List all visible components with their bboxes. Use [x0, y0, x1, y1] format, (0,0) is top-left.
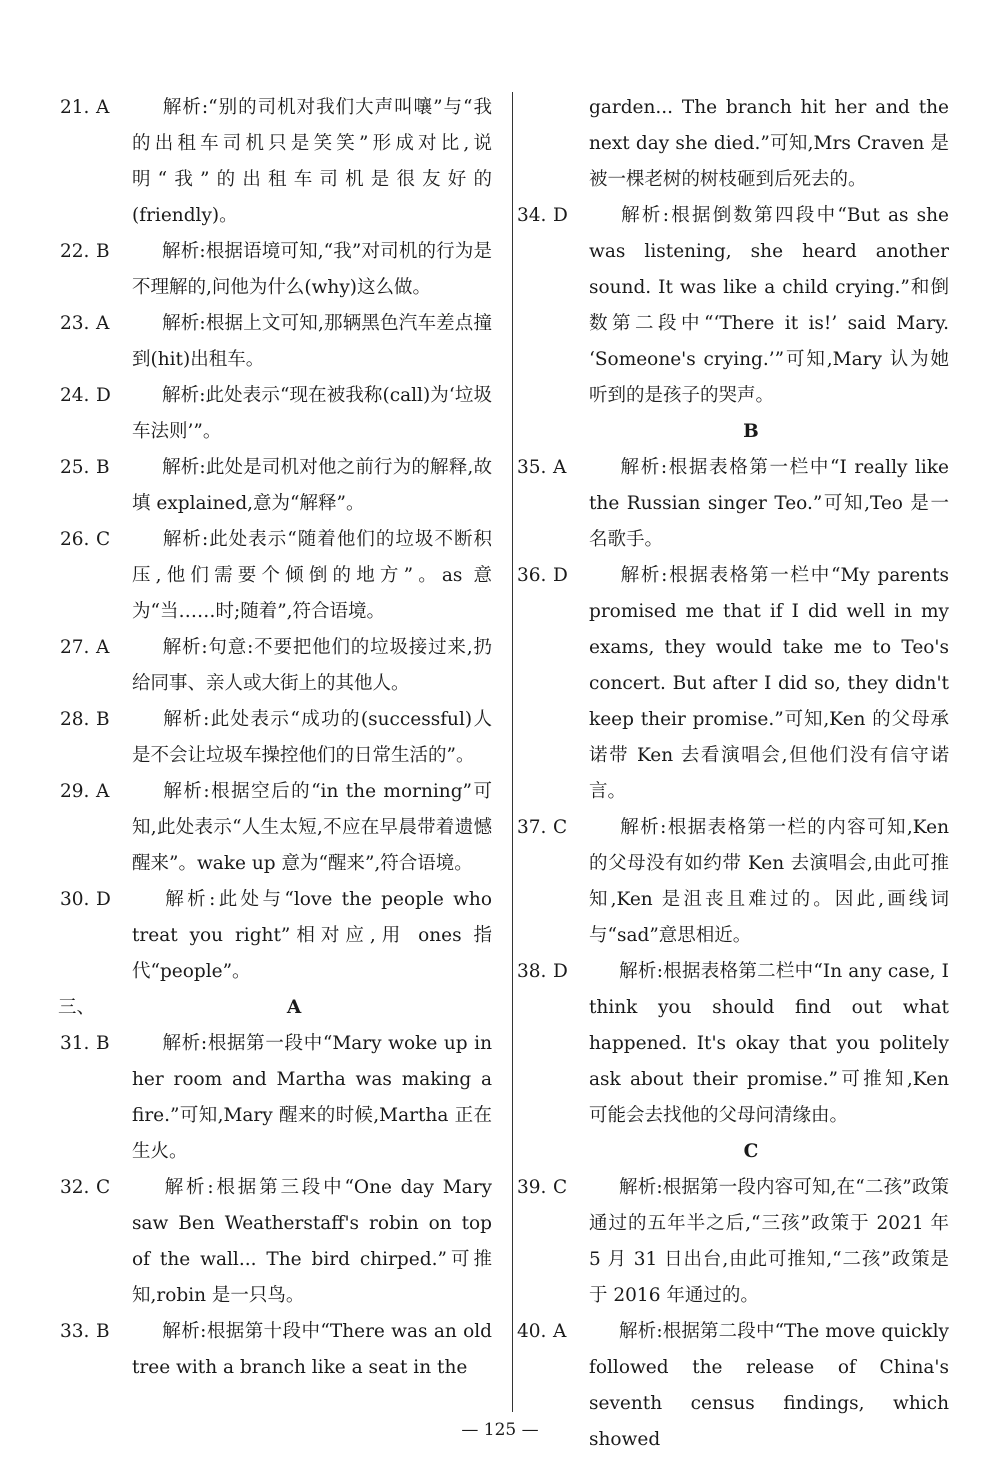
- answer-letter: D: [96, 385, 111, 406]
- answer-body: [60, 522, 492, 630]
- answer-letter: C: [553, 817, 568, 838]
- answer-explanation: 解析:根据语境可知,“我”对司机的行为是不理解的,问他为什么(why)这么做。: [132, 241, 492, 298]
- answer-letter: D: [553, 961, 568, 982]
- answer-explanation: 解析:根据第一段中“Mary woke up in her room and Martha was making a fire.”可知,Mary 醒来的时候,Martha 正在生火。: [132, 1033, 492, 1162]
- answer-item: [60, 630, 492, 702]
- question-number: 23.: [60, 313, 90, 334]
- answer-body: [60, 1170, 492, 1314]
- answer-letter: A: [96, 313, 110, 334]
- answer-body: [517, 810, 949, 954]
- question-number: 31.: [60, 1033, 90, 1054]
- question-number: 34.: [517, 205, 547, 226]
- answer-body: [60, 702, 492, 774]
- answer-letter: D: [553, 205, 568, 226]
- answer-item: [517, 450, 949, 558]
- answer-list: [517, 198, 949, 414]
- answer-letter: A: [96, 637, 110, 658]
- answer-letter: A: [553, 457, 567, 478]
- answer-item: [60, 378, 492, 450]
- question-number: 39.: [517, 1177, 547, 1198]
- answer-letter: B: [96, 1033, 110, 1054]
- answer-body: [517, 198, 949, 414]
- answer-explanation: 解析:此处表示“成功的(successful)人是不会让垃圾车操控他们的日常生活的”。: [132, 709, 492, 766]
- answer-letter: C: [553, 1177, 568, 1198]
- question-number: 28.: [60, 709, 90, 730]
- answer-item: [60, 234, 492, 306]
- answer-item: [60, 90, 492, 234]
- page-number: — 125 —: [461, 1420, 539, 1440]
- question-number: 29.: [60, 781, 90, 802]
- answer-body: [517, 450, 949, 558]
- answer-letter: D: [553, 565, 568, 586]
- answer-item: [517, 810, 949, 954]
- part-heading: [58, 990, 492, 1026]
- answer-letter: B: [96, 709, 110, 730]
- answer-explanation: 解析:根据表格第一栏中“My parents promised me that if I did well in my exams, they would take me to Teo's concert. But after I did so, they didn't keep their promise.”可知,Ken 的父母承诺带 Ken 去看演唱会,但他们没有信守诺言。: [589, 565, 949, 802]
- answer-explanation: 解析:此处与“love the people who treat you right”相对应,用 ones 指代“people”。: [132, 889, 492, 982]
- question-number: 25.: [60, 457, 90, 478]
- answer-item: [60, 450, 492, 522]
- answer-letter: A: [96, 781, 110, 802]
- question-number: 21.: [60, 97, 90, 118]
- question-number: 32.: [60, 1177, 90, 1198]
- answer-body: [60, 1026, 492, 1170]
- answer-letter: D: [96, 889, 111, 910]
- answer-item: [517, 558, 949, 810]
- answer-body: [517, 954, 949, 1134]
- answer-explanation: 解析:根据倒数第四段中“But as she was listening, she heard another sound. It was like a child crying.”和倒数第二段中“‘There it is!’ said Mary. ‘Someone's crying.’”可知,Mary 认为她听到的是孩子的哭声。: [589, 205, 949, 406]
- answer-explanation: 解析:根据表格第一栏中“I really like the Russian singer Teo.”可知,Teo 是一名歌手。: [589, 457, 949, 550]
- answer-explanation: 解析:根据表格第一栏的内容可知,Ken 的父母没有如约带 Ken 去演唱会,由此可推知,Ken 是沮丧且难过的。因此,画线词与“sad”意思相近。: [589, 817, 949, 946]
- right-column: [517, 90, 949, 1458]
- answer-body: [60, 234, 492, 306]
- answer-explanation: 解析:此处是司机对他之前行为的解释,故填 explained,意为“解释”。: [132, 457, 492, 514]
- answer-explanation: 解析:此处表示“随着他们的垃圾不断积压,他们需要个倾倒的地方”。as 意为“当……时;随着”,符合语境。: [132, 529, 492, 622]
- left-column: [58, 90, 492, 1386]
- answer-body: [60, 882, 492, 990]
- question-number: 38.: [517, 961, 547, 982]
- answer-item: [60, 1026, 492, 1170]
- answer-item: [60, 1314, 492, 1386]
- answer-body: [60, 774, 492, 882]
- question-number: 24.: [60, 385, 90, 406]
- answer-list: [517, 1170, 949, 1458]
- column-divider: [512, 92, 513, 1412]
- answer-explanation: 解析:此处表示“现在被我称(call)为‘垃圾车法则’”。: [132, 385, 492, 442]
- answer-explanation: 解析:根据上文可知,那辆黑色汽车差点撞到(hit)出租车。: [132, 313, 492, 370]
- answer-item: [60, 702, 492, 774]
- question-number: 37.: [517, 817, 547, 838]
- answer-item: [60, 522, 492, 630]
- section-heading-a: A: [286, 997, 302, 1018]
- answer-explanation: 解析:根据空后的“in the morning”可知,此处表示“人生太短,不应在早晨带着遗憾醒来”。wake up 意为“醒来”,符合语境。: [132, 781, 492, 874]
- answer-body: [60, 378, 492, 450]
- answer-list: [60, 90, 492, 990]
- answer-explanation: 解析:根据第十段中“There was an old tree with a branch like a seat in the: [132, 1321, 492, 1378]
- answer-explanation: 解析:根据表格第二栏中“In any case, I think you should find out what happened. It's okay that you politely ask about their promise.”可推知,Ken 可能会去找他的父母问清缘由。: [589, 961, 949, 1126]
- answer-body: [517, 1170, 949, 1314]
- question-number: 36.: [517, 565, 547, 586]
- answer-explanation: 解析:句意:不要把他们的垃圾接过来,扔给同事、亲人或大街上的其他人。: [132, 637, 492, 694]
- question-number: 33.: [60, 1321, 90, 1342]
- answer-letter: B: [96, 457, 110, 478]
- answer-body: [60, 306, 492, 378]
- continued-answer: [553, 90, 949, 198]
- answer-item: [60, 774, 492, 882]
- question-number: 35.: [517, 457, 547, 478]
- answer-text: garden... The branch hit her and the next day she died.”可知,Mrs Craven 是被一棵老树的树枝砸到后死去的。: [589, 97, 949, 190]
- answer-list: [517, 450, 949, 1134]
- answer-item: [60, 1170, 492, 1314]
- answer-letter: A: [553, 1321, 567, 1342]
- answer-letter: C: [96, 1177, 111, 1198]
- section-heading-b: B: [743, 421, 759, 442]
- answer-item: [517, 198, 949, 414]
- answer-list: [60, 1026, 492, 1386]
- question-number: 22.: [60, 241, 90, 262]
- answer-letter: C: [96, 529, 111, 550]
- answer-letter: B: [96, 1321, 110, 1342]
- question-number: 40.: [517, 1321, 547, 1342]
- answer-explanation: 解析:“别的司机对我们大声叫嚷”与“我的出租车司机只是笑笑”形成对比,说明“我”的出租车司机是很友好的(friendly)。: [132, 97, 492, 226]
- question-number: 27.: [60, 637, 90, 658]
- answer-body: [60, 630, 492, 702]
- answer-explanation: 解析:根据第三段中“One day Mary saw Ben Weatherstaff's robin on top of the wall... The bird chirped.”可推知,robin 是一只鸟。: [132, 1177, 492, 1306]
- answer-item: [517, 1170, 949, 1314]
- answer-body: [60, 90, 492, 234]
- answer-item: [60, 882, 492, 990]
- answer-body: [60, 450, 492, 522]
- part-number: 三、: [58, 997, 96, 1018]
- answer-explanation: 解析:根据第二段中“The move quickly followed the release of China's seventh census findings, which showed: [589, 1321, 949, 1450]
- answer-letter: A: [96, 97, 110, 118]
- answer-body: [60, 1314, 492, 1386]
- answer-item: [517, 954, 949, 1134]
- answer-item: [60, 306, 492, 378]
- answer-body: [517, 558, 949, 810]
- question-number: 26.: [60, 529, 90, 550]
- question-number: 30.: [60, 889, 90, 910]
- answer-explanation: 解析:根据第一段内容可知,在“二孩”政策通过的五年半之后,“三孩”政策于 2021 年 5 月 31 日出台,由此可推知,“二孩”政策是于 2016 年通过的。: [589, 1177, 949, 1306]
- answer-letter: B: [96, 241, 110, 262]
- section-heading-c: C: [743, 1141, 759, 1162]
